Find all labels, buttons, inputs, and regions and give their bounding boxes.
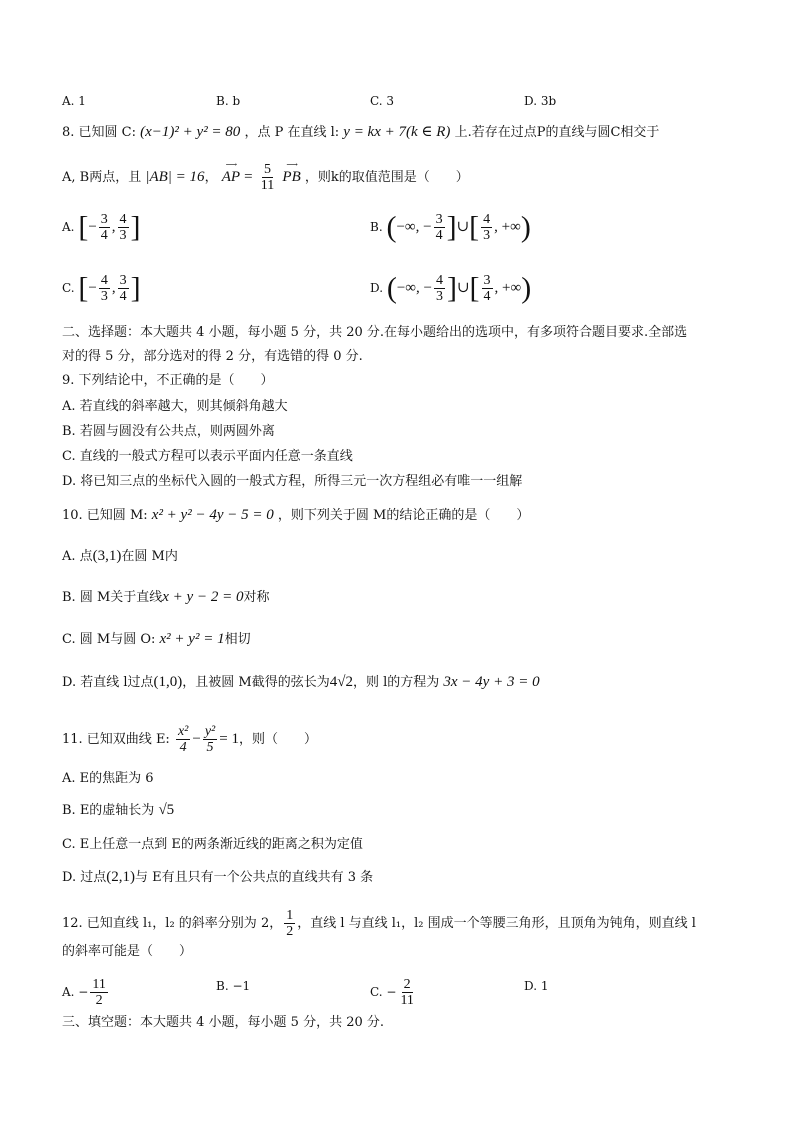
q7-option-c: C. 3 (370, 94, 395, 108)
q8-fraction: $\frac{5}{11}$ (260, 162, 275, 193)
q8-text1: ，点 P 在直线 l: (244, 125, 340, 140)
q10-circle-equation: x² + y² − 4y − 5 = 0 (151, 507, 274, 523)
q8-line2: A, B两点，且 |AB| = 16， ⟶ AP = $\frac{5}{11}$ ⟶ PB ，则k的取值范围是（ ） (62, 160, 469, 193)
q9-stem: 9. 下列结论中，不正确的是（ ） (62, 373, 274, 388)
q12-stem-line2: 的斜率可能是（ ） (62, 944, 193, 959)
q8-line-equation: y = kx + 7(k ∈ R) (343, 124, 451, 140)
q8-option-c: C. [− $\frac{4}{3}$ , $\frac{3}{4}$ ] (62, 271, 141, 305)
q9-option-b: B. 若圆与圆没有公共点，则两圆外离 (62, 424, 275, 439)
q8-line2-a: A, B两点，且 (62, 170, 142, 185)
q9-option-a: A. 若直线的斜率越大，则其倾斜角越大 (62, 399, 288, 414)
q12-option-d: D. 1 (524, 979, 549, 993)
q8-line1 (62, 123, 659, 142)
q8-text2: 上.若存在过点P的直线与圆C相交于 (454, 125, 660, 140)
q7-option-d: D. 3b (524, 94, 557, 108)
q7-option-a: A. 1 (62, 94, 86, 108)
section3-heading: 三、填空题：本大题共 4 小题，每小题 5 分，共 20 分. (62, 1015, 385, 1030)
q10-option-c: C. 圆 M与圆 O: x² + y² = 1相切 (62, 631, 251, 647)
q9-option-d: D. 将已知三点的坐标代入圆的一般式方程，所得三元一次方程组必有唯一一组解 (62, 474, 523, 489)
q8-intro: 8. 已知圆 C: (62, 125, 136, 140)
section2-line1: 二、选择题：本大题共 4 小题，每小题 5 分，共 20 分.在每小题给出的选项中，有多项符合题目要求.全部选 (62, 325, 688, 340)
section2-line2: 对的得 5 分，部分选对的得 2 分，有选错的得 0 分. (62, 349, 363, 364)
q10-option-a: A. 点(3,1)在圆 M内 (62, 548, 178, 564)
q8-vector-ap: ⟶ AP (221, 160, 241, 185)
q7-option-b: B. b (216, 94, 241, 108)
q8-ab-equation: |AB| = 16 (145, 169, 205, 185)
q8-option-b: B. (−∞, − $\frac{3}{4}$ ]∪[ $\frac{4}{3}$ , +∞) (370, 210, 531, 244)
q8-line2-b: ，则k的取值范围是（ ） (304, 170, 469, 185)
q11-option-b: B. E的虚轴长为 √5 (62, 802, 175, 818)
q12-option-b: B. −1 (216, 979, 251, 993)
q12-option-c: C. − $\frac{2}{11}$ (370, 977, 414, 1008)
q10-stem: 10. 已知圆 M: x² + y² − 4y − 5 = 0 ，则下列关于圆 M的结论正确的是（ ） (62, 507, 530, 523)
q8-circle-equation: (x−1)² + y² = 80 (140, 124, 241, 140)
q12-option-a: A. − $\frac{11}{2}$ (62, 977, 106, 1008)
q8-option-a: A. [− $\frac{3}{4}$ , $\frac{4}{3}$ ] (62, 210, 141, 244)
q12-stem-line1: 12. 已知直线 l₁，l₂ 的斜率分别为 2， $\frac{1}{2}$ ，直线 l 与直线 l₁，l₂ 围成一个等腰三角形，且顶角为钝角，则直线 l (62, 908, 696, 939)
q8-option-d: D. (−∞, − $\frac{4}{3}$ ]∪[ $\frac{3}{4}$ , +∞) (370, 271, 532, 305)
q8-vector-pb: ⟶ PB (282, 160, 301, 185)
q9-option-c: C. 直线的一般式方程可以表示平面内任意一条直线 (62, 449, 353, 464)
q11-option-d: D. 过点(2,1)与 E有且只有一个公共点的直线共有 3 条 (62, 869, 374, 885)
q10-option-d: D. 若直线 l过点(1,0)，且被圆 M截得的弦长为4√2，则 l的方程为 3x − 4y + 3 = 0 (62, 674, 540, 690)
q11-stem: 11. 已知双曲线 E: $\frac{\text{x²}}{4}$ − $\frac{\text{y²}}{5}$ = 1，则（ ） (62, 724, 317, 755)
q10-option-b: B. 圆 M关于直线x + y − 2 = 0对称 (62, 589, 270, 605)
q11-option-c: C. E上任意一点到 E的两条渐近线的距离之积为定值 (62, 837, 363, 852)
q11-option-a: A. E的焦距为 6 (62, 771, 154, 786)
